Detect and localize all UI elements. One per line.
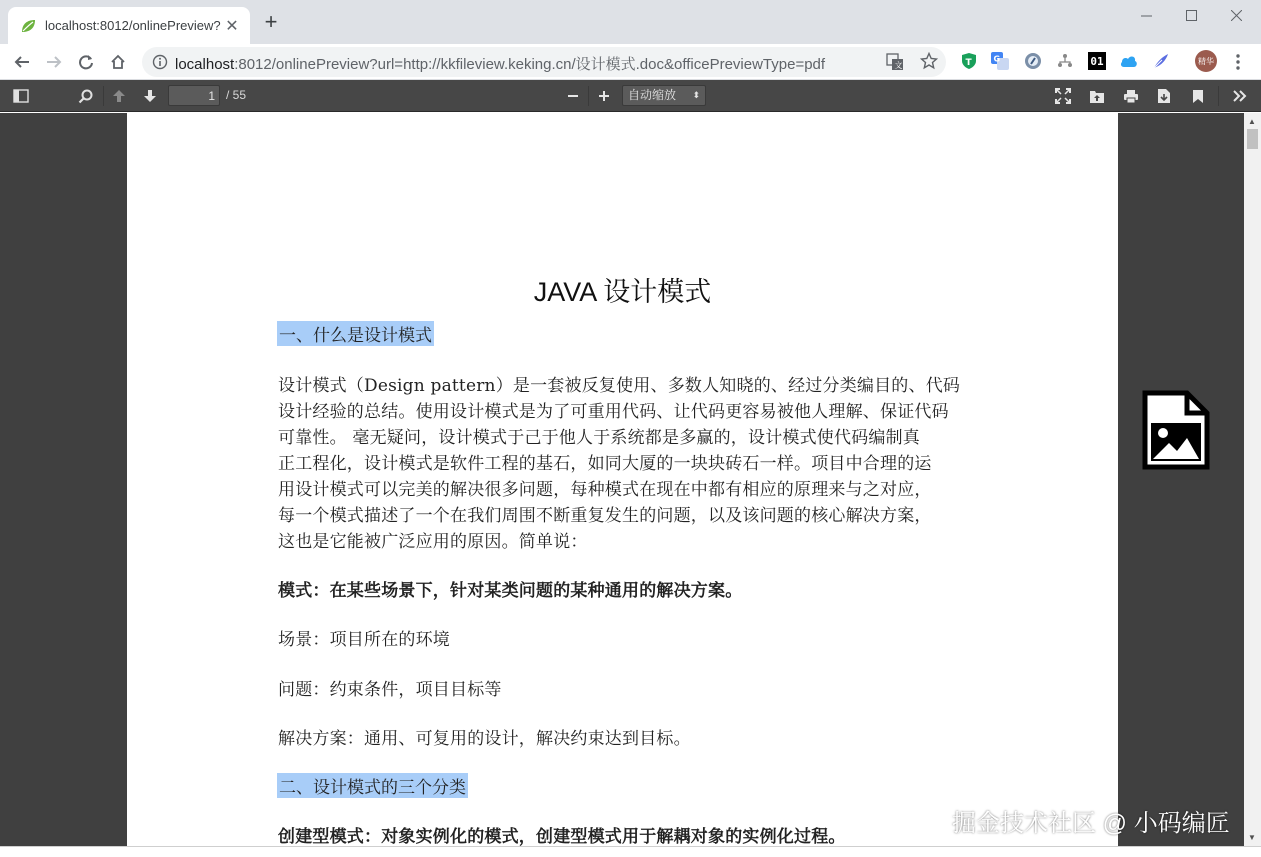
profile-avatar[interactable]: 精华 bbox=[1195, 50, 1217, 72]
scroll-up-icon[interactable]: ▲ bbox=[1248, 117, 1256, 126]
fullscreen-icon bbox=[1055, 88, 1071, 104]
01-extension-icon[interactable]: 01 bbox=[1088, 52, 1106, 70]
zoom-select-value: 自动缩放 bbox=[628, 88, 677, 102]
tab-title: localhost:8012/onlinePreview? bbox=[45, 18, 221, 33]
paragraph-line: 这也是它能被广泛应用的原因。简单说： bbox=[278, 532, 588, 552]
download-button[interactable] bbox=[1152, 84, 1176, 108]
download-icon bbox=[1157, 88, 1171, 104]
reload-icon bbox=[78, 54, 94, 70]
zoom-out-button[interactable] bbox=[561, 84, 585, 108]
forward-arrow-icon bbox=[46, 54, 62, 70]
shield-extension-icon[interactable] bbox=[960, 52, 978, 70]
pdf-viewer[interactable] bbox=[0, 113, 1244, 846]
toolbar-separator bbox=[1218, 86, 1219, 106]
problem-definition: 问题：约束条件，项目目标等 bbox=[278, 680, 502, 700]
translate-icon[interactable] bbox=[886, 53, 904, 71]
pdf-page bbox=[127, 113, 1118, 846]
star-icon[interactable] bbox=[920, 52, 938, 70]
zoom-in-button[interactable] bbox=[592, 84, 616, 108]
find-button[interactable] bbox=[73, 84, 97, 108]
new-tab-button[interactable]: + bbox=[264, 9, 278, 34]
browser-menu-button[interactable] bbox=[1228, 50, 1248, 74]
scroll-down-icon[interactable]: ▼ bbox=[1248, 833, 1256, 842]
pdf-toolbar bbox=[0, 80, 1261, 112]
google-translate-extension-icon[interactable] bbox=[991, 52, 1009, 70]
double-chevron-right-icon bbox=[1232, 89, 1248, 103]
solution-definition: 解决方案：通用、可复用的设计，解决约束达到目标。 bbox=[278, 729, 691, 749]
arrow-up-icon bbox=[112, 89, 126, 103]
page-number-input[interactable] bbox=[168, 85, 220, 106]
scroll-thumb[interactable] bbox=[1247, 129, 1258, 149]
home-button[interactable] bbox=[104, 48, 132, 76]
bookmark-button[interactable] bbox=[1186, 84, 1210, 108]
tab-close-icon[interactable]: ✕ bbox=[225, 17, 239, 35]
vertical-scrollbar[interactable] bbox=[1244, 113, 1261, 846]
maximize-button[interactable] bbox=[1168, 0, 1214, 30]
paragraph-line: 可靠性。 毫无疑问，设计模式于己于他人于系统都是多赢的，设计模式使代码编制真 bbox=[278, 428, 921, 448]
close-window-button[interactable] bbox=[1213, 0, 1259, 30]
svg-text:文: 文 bbox=[894, 61, 903, 70]
cloud-extension-icon[interactable] bbox=[1120, 52, 1138, 70]
sidebar-toggle-icon bbox=[13, 89, 29, 103]
tab-strip bbox=[0, 0, 1261, 44]
menu-dots-icon bbox=[1236, 54, 1240, 70]
zoom-caret-icon: ⬍ bbox=[692, 90, 700, 100]
window-bottom-edge bbox=[0, 846, 1261, 857]
scene-definition: 场景：项目所在的环境 bbox=[278, 630, 450, 650]
maximize-icon bbox=[1186, 10, 1197, 21]
minus-icon bbox=[567, 90, 579, 102]
open-folder-icon bbox=[1089, 89, 1105, 104]
home-icon bbox=[110, 54, 126, 70]
close-icon bbox=[1231, 10, 1242, 21]
svg-text:T: T bbox=[965, 58, 972, 68]
browser-tab[interactable] bbox=[8, 7, 250, 44]
print-button[interactable] bbox=[1119, 84, 1143, 108]
image-file-icon bbox=[1141, 390, 1211, 470]
browser-toolbar bbox=[0, 44, 1261, 80]
page-count: / 55 bbox=[226, 88, 247, 102]
forward-button[interactable] bbox=[40, 48, 68, 76]
reload-button[interactable] bbox=[72, 48, 100, 76]
zoom-select[interactable] bbox=[622, 85, 706, 106]
leaf-favicon-icon bbox=[20, 18, 36, 34]
paragraph-line: 用设计模式可以完美的解决很多问题，每种模式在现在中都有相应的原理来与之对应， bbox=[278, 480, 932, 500]
minimize-icon bbox=[1141, 10, 1152, 21]
back-button[interactable] bbox=[8, 48, 36, 76]
paragraph-line: 正工程化，设计模式是软件工程的基石，如同大厦的一块块砖石一样。项目中合理的运 bbox=[278, 454, 932, 474]
url-host: localhost bbox=[175, 56, 235, 73]
address-bar[interactable] bbox=[142, 47, 946, 77]
plus-icon bbox=[598, 90, 610, 102]
search-icon bbox=[78, 89, 93, 104]
pattern-definition: 模式：在某些场景下，针对某类问题的某种通用的解决方案。 bbox=[278, 581, 743, 601]
paragraph-line: 设计模式（Design pattern）是一套被反复使用、多数人知晓的、经过分类编目的、代码 bbox=[278, 376, 961, 396]
section-heading-2: 二、设计模式的三个分类 bbox=[277, 773, 468, 798]
back-arrow-icon bbox=[14, 54, 30, 70]
feather-extension-icon[interactable] bbox=[1152, 52, 1170, 70]
toolbar-separator bbox=[588, 86, 589, 106]
sidebar-toggle-button[interactable] bbox=[9, 84, 33, 108]
paragraph-line: 每一个模式描述了一个在我们周围不断重复发生的问题，以及该问题的核心解决方案， bbox=[278, 506, 932, 526]
creational-pattern-definition: 创建型模式：对象实例化的模式，创建型模式用于解耦对象的实例化过程。 bbox=[278, 827, 846, 846]
arrow-down-icon bbox=[143, 89, 157, 103]
compass-extension-icon[interactable] bbox=[1024, 52, 1042, 70]
watermark-text: 掘金技术社区 @ 小码编匠 bbox=[952, 810, 1230, 837]
presentation-mode-button[interactable] bbox=[1051, 84, 1075, 108]
svg-text:G: G bbox=[993, 54, 1001, 64]
bookmark-icon bbox=[1192, 89, 1204, 104]
url-text[interactable] bbox=[175, 53, 825, 74]
tools-button[interactable] bbox=[1228, 84, 1252, 108]
info-icon[interactable] bbox=[152, 54, 168, 70]
minimize-button[interactable] bbox=[1123, 0, 1169, 30]
open-file-button[interactable] bbox=[1085, 84, 1109, 108]
print-icon bbox=[1123, 89, 1139, 104]
toolbar-separator bbox=[103, 86, 104, 106]
paragraph-line: 设计经验的总结。使用设计模式是为了可重用代码、让代码更容易被他人理解、保证代码 bbox=[278, 402, 949, 422]
document-title: JAVA 设计模式 bbox=[533, 277, 712, 307]
section-heading-1: 一、什么是设计模式 bbox=[277, 321, 434, 346]
url-path: :8012/onlinePreview?url=http://kkfileview.keking.cn/设计模式.doc&officePreviewType=pdf bbox=[234, 56, 826, 73]
next-page-button[interactable] bbox=[138, 84, 162, 108]
tree-extension-icon[interactable] bbox=[1056, 52, 1074, 70]
previous-page-button[interactable] bbox=[107, 84, 131, 108]
